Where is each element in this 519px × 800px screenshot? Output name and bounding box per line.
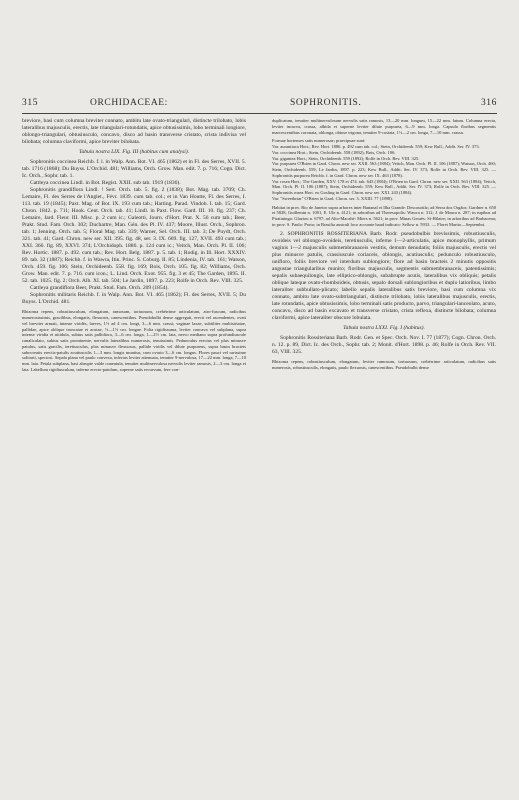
right-paragraph: duplicatum, tenuiter multinervulosum nervulis satis ramosis, 13—20 mm. longum, 15—22 mm. latum. Columna erecta, leviter incurva, crassa, albida et superne leviter dilute purpurea, 6—9 mm. longa. Capsula floribus segmentis marcescentibus coronata, oblonga, obtuse trigona, tenuiter 9-costata, 1½—2 cm. longa, 7—10 mm. crassa. [272,118,496,135]
right-paragraph: Tabula nostra LXXI. Fig. I (habitus). [343,324,425,331]
right-paragraph: Formae hortenses satis numerosae; praecipuae sunt: [272,138,366,144]
right-paragraph: Var. gigantea Hort.; Stein, Orchideenb. 559 (1892); Rolfe in Orch. Rev. VIII. 325. [272,155,420,161]
page-number-right: 316 [480,98,497,108]
left-text-column [22,118,246,373]
running-header [22,98,497,112]
page-number-left: 315 [22,98,39,108]
right-paragraph: Var. purpurea O'Brien in Gard. Chron. new ser. XXII. 563 (1884); Veitch, Man. Orch. Pl. II. 106 (1887); Watson, Orch. 460; Stein, Orchideenb. 559; Le Jardin, 1897. p. 223; Kew Bull., Addit. Ser. IV. 373; Rolfe in Orch. Rev. VIII. 325. — Sophronitis purpurea Reichb. f. in Gard. Chron. new ser. IX. 463 (1878). [272,161,496,178]
right-text-column [272,118,496,370]
right-paragraph: Var. coccinea Hort.; Stein, Orchideenb. 558 (1892); Bois, Orch. 106. [272,149,396,155]
genus-title: SOPHRONITIS. [290,98,362,108]
left-paragraph: breviore, basi cum columna breviter connato, ambitu late ovato-triangulari, distincte trilobato, lobis lateralibus majusculis, erectis, late triangulari-rotundatis, apice obtusissimis, lobo terminali longiore, oblongo-triangulari, obtusiusculo, concavo, disco ad basin transverse cristato, crista indivisa vel bilobata; columna claviformi, apice breviter bilobata. [22,118,246,146]
right-paragraph: Rhizoma repens, robustiusculum, elongatum, leviter ramosum, tortuosum, crebérrime articulatum, radicibus satis numerosis, robustiusculis, elongatis, paulo flexuosis, canescentibus. Pseudobulbi dense [272,358,496,370]
right-paragraph: Var. rosea Hort.; The Garden, XXV. 178 et 474. tab. 643 (1884); O'Brien in Gard. Chron. new ser. XXII. 563 (1884); Veitch, Man. Orch. Pl. II. 106 (1887); Stein, Orchideenb. 559; Kew Bull., Addit. Ser. IV. 373; Rolfe in Orch. Rev. VIII. 325. — Sophronitis rosea Hort. ex Gosling in Gard. Chron. new ser. XXI. 243 (1884). [272,178,496,195]
left-paragraph: Tabula nostra LIX. Fig. III (habitus cum analysi). [78,149,190,156]
right-paragraph: Habitat in prov. Rio de Janeiro supra arbores inter Bananal et Ilha Grande: Descourtilz; ad Serra dos Orgãos: Gardner n. 650 et 5828, Guillemin n. 1001, E. Ule n. 4121; in arboribus ad Theresopolis: Wawra n. 312; J. de Moura n. 287; in rupibus ad Piratininga: Glaziou n. 6797; ad Alto-Macahé: Miers n. 5621; in prov. Minas Geraës: St-Hilaire; in arboribus ad Barbacena; in prov. S. Paulo: Porto; in Brasilia australi loco accurate haud indicato: Sellow n. 5933. — Floret Martio—Septembri. [272,204,496,227]
right-paragraph: 2. SOPHRONITIS ROSSITERIANA Barb. Rodr. pseudobulbis brevissimis, robustiusculis, ovoideis vel oblongo-ovoideis, teretiusculis, inferne 1—2-articulatis, apice monophyllis, primum vaginis 1—2 majusculis submembranaceis vestitis, demum denudatis; foliis majusculis, erectis vel plus minusve patulis, crassiuscule coriaceis, oblongis, acutiusculis; pedunculo robustiusculo, unifloro, foliis breviore vel interdum sublongiore; flore ad basin bracteis 2 minutis oppositis angustae triangularibus munito; floribus majusculis, segmentis submembranaceis, patentissimis; sepalis subaequilongis, late elliptico-oblongis, subabrupte acutis, lateralibus vix obliquis; petalis oblique lateque ovato-rhomboideis, obtusis, sepalo dorsali sublongioribus et duplo latioribus, limbo lateraliter subbullato-plicato; labello sepalis lateralibus satis breviore, basi cum columna vix connato, ambitu late ovato-subtriangulari, distincte trilobato, lobis lateralibus majusculis, erectis, late rotundatis, apice obtusissimis, lobo terminali satis producto, parvo, triangulari-lanceolato, acuto, concavo, disco ad basin excavato et transverse cristato, crista reflexa, distincte bilobata; columna claviformi, apice lateraliter obscure lobulata. [272,230,496,321]
right-paragraph: Sophronitis Rossiteriana Barb. Rodr. Gen. et Spec. Orch. Nov. I. 77 (1877); Cogn. Chron. Orch. n. 12. p. 89, Dict. Ic. des Orch., Sophr. tab. 2; Monit. d'Hort. 1898. p. 46; Rolfe in Orch. Rev. VII. 63, VIII. 325. [272,334,496,355]
left-paragraph: Sophronitis militaris Reichb. f. in Walp. Ann. Bot. VI. 465 (1862); Fl. des Serres, XVII. 5; Du Buyss. L'Orchid. 481. [22,292,246,306]
left-paragraph: Sophronitis coccinea Reichb. f. l. in Walp. Ann. Bot. VI. 465 (1862) et in Fl. des Serres, XVII. 5. tab. 1716 (1868); Du Buyss. L'Orchid. 481; Williams, Orch. Grow. Man. edit. 7. p. 716; Cogn. Dict. Ic. Orch., Sophr. tab. 1. [22,159,246,180]
family-title: ORCHIDACEAE: [90,98,168,108]
header-rule [22,113,497,114]
right-paragraph: Var. aurantiaca Hort.; Rev. Hort. 1886. p. 492 cum tab. col.; Stein, Orchideenb. 559; Kew Bull., Addit. Ser. IV. 373. [272,144,480,149]
left-paragraph: Cattleya coccinea Lindl. in Bot. Regist. XXII. sub tab. 1919 (1836). [30,180,181,187]
left-paragraph: Rhizoma repens, robustiusculum, elongatum, ramosum, tortuosum, crebérrime articulatum, atro-fuscum, radicibus numerosissimis, gracilibus, elongatis, flexuosis, canescentibus. Pseudobulbi dense aggregati, erecti vel ascendentes, ovati vel breviter armati, intense viridés, laeves, 1½ ad 4 cm. longi, 3—6 mm. crassi; vaginae laxae, subtiliter multistriatae, pallidae, apice oblique truncatae et acutae, ½—1½ cm. longae. Folia rigidissuma, leviter concava vel subplana, supra intense viridia et nitidula, subtus satis pallidiora, 3—6 cm. longa, 1—2½ cm. lata, nervo mediano supra profundiuscule canaliculato, subtus satis prominente, nervulis lateralibus numerosis, tenuissimis. Pedunculus erectus vel plus minusve patulus, satis gracilis, teretiusculus, plus minusve flexuosus, pallide viridis vel dilute purpureus, supra basin bracteis subocreatis erectis-patulis acutiusculis 1—3 mm. longis munitus, cum ovario 3—6 cm. longus. Flores pauci vel rarissime solitarii, speciosi. Sepala plana vel paulo convexa, inferius leviter attenuata, tenuiter 9-nervulosa, 17—22 mm. longa, 7—10 mm. lata. Petala subplana, basi abrupte valde cuneatula, tenuiter multinervulosa nervulis leviter ramosis, 2—3 cm. longa et lata. Labellum rigidiusculum, inferne erecto-patulum, superne satis recurvum, fere con- [22,309,246,372]
left-paragraph: Sophronitis grandiflora Lindl. ! Sert. Orch. tab. 5. fig. 2 (1838); Bot. Mag. tab. 3709; Ch. Lemaire, Fl. des Serres de l'Anglet., Févr. 1839. cum tab. col.; et in Van Houtte, Fl. des Serres, I. 113. tab. 19 (1845); Paxt. Mag. of Bot. IX. 193 cum tab.; Harting. Parad. Vindob. I. tab. 15; Gard. Chron. 1842. p. 711; Hook. Cent. Orch. tab. 41; Lindl. in Paxt. Flow. Gard. III. 10. fig. 237; Ch. Lemaire, Jard. Fleur. III. Misc. p. 2 cum ic.; Galeotti, Journ. d'Hort. Prat. X. 56 cum tab.; Beer, Prakt. Stud. Fam. Orch. 302; Duchartre, Man. Gén. des Pl. IV. 437; Moore, Illust. Orch., Sophron. tab. 1; Jenning. Orch. tab. 5; Floral Mag. tab. 339; Warner, Sel. Orch. III. tab. 3; De Puydt, Orch. 321. tab. 41; Gard. Chron. new ser. XII. 395. fig. 48, ser. 3. IX. 669. fig. 127, XVII. 493 cum tab.; XXI. 366. fig. 89, XXVI. 374; L'Orchidoph. 1886. p. 124 cum ic.; Veitch, Man. Orch. Pl. II. 106; Rev. Hortic. 1887. p. 492. cum tab.; Rev. Hort. Belg. 1887. p. 5. tab. 1; Rodig. in Ill. Hort. XXXIV. 89. tab. 32 (1887); Reichb. f. in Wawra, Itin. Princ. S. Coburg. II. 85; Lindenia, IV. tab. 161; Watson, Orch. 459. fig. 106; Stein, Orchideenb. 558. fig. 169; Bois, Orch. 105. fig. 82; Williams, Orch. Grow. Man. edit. 7. p. 716. cum icon.; L. Lind. Orch. Exot. 955. fig. 3 et 45; The Garden, 1895. II. 52. tab. 1025. fig. 2; Orch. Alb. XI. tab. 504; Le Jardin, 1897. p. 223; Rolfe in Orch. Rev. VIII. 325. [22,187,246,285]
right-paragraph: Var. "Sweetbriar" O'Brien in Gard. Chron. ser. 3. XXIII. 77 (1898). [272,195,393,201]
left-paragraph: Cattleya grandiflora Beer, Prakt. Stud. Fam. Orch. 209 (1854). [30,285,169,292]
